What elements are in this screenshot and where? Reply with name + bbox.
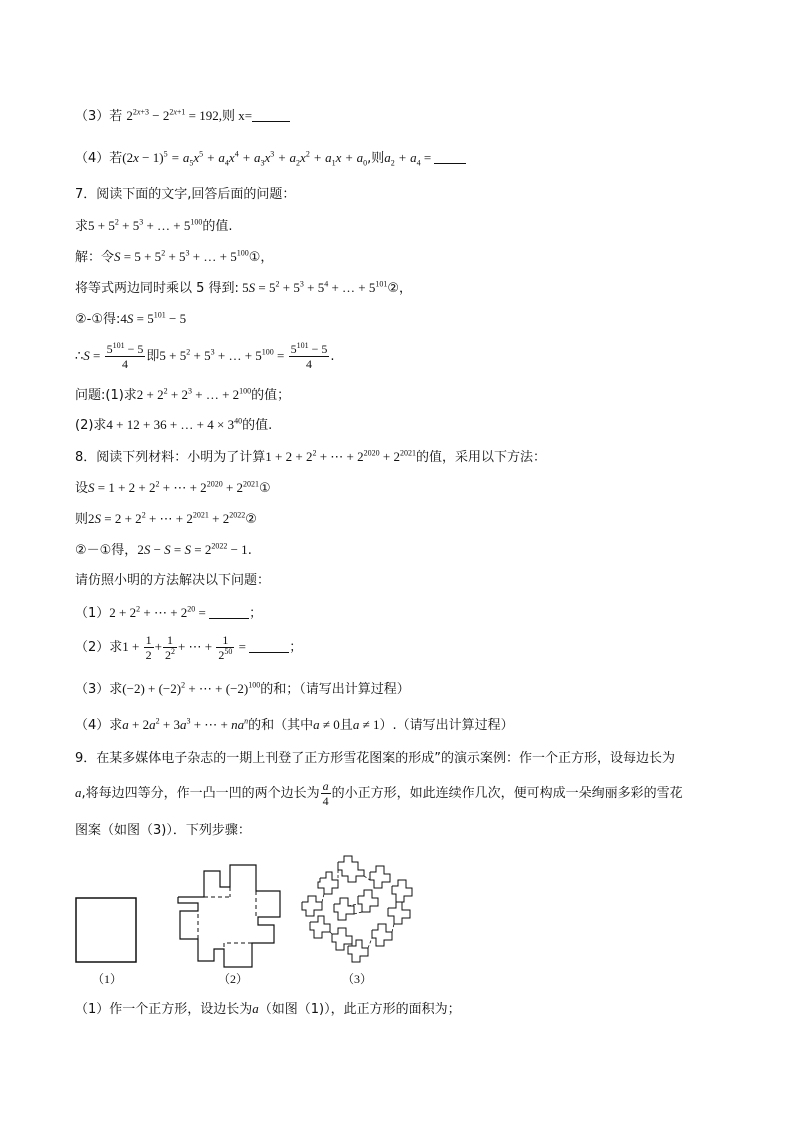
- q8-instruction: 请仿照小明的方法解决以下问题：: [75, 573, 271, 588]
- q6-part4-tail: ,则: [367, 151, 385, 166]
- answer-blank[interactable]: [209, 606, 249, 619]
- figure-2-snowflake-step: [176, 863, 282, 969]
- q8-then: 则$2S = 2 + 2^2$ + ⋯ + $2^{2021}$ + $2^{2022}②$: [75, 510, 257, 527]
- q7-question1: 问题:(1)求$2 + 2^2 + 2^3$ + … + $2^{100}$的值；: [75, 386, 291, 403]
- q8-part3: （3）求$(-2) + (-2)^2$ + ⋯ + $(-2)^{100}$的和；（请写出计算过程）: [75, 680, 410, 697]
- q8-title: 8．阅读下列材料：小明为了计算$1 + 2 + 2^2$ + ⋯ + $2^{2020} + 2^{2021}$的值，采用以下方法：: [75, 448, 546, 465]
- figure-2-caption: （2）: [218, 972, 249, 986]
- figure-1-caption: （1）: [92, 972, 123, 986]
- q6-part4: （4）若$(2x - 1)^5 = a_5x^5 + a_4x^4 + a_3x^3 + a_2x^2 + a_1x + a_0$,则$a_2 + a_4$ =: [75, 149, 466, 168]
- q9-line1: 9．在某多媒体电子杂志的一期上刊登了正方形雪花图案的形成”的演示案例：作一个正方形，设每边长为: [75, 751, 676, 766]
- q8-subtract: ②－①得，$2S - S = S = 2^{2022} - 1$.: [75, 541, 252, 558]
- figure-3-snowflake-final: [298, 852, 416, 966]
- q7-solution-let: 解：令$S = 5 + 5^2 + 5^3$ + … + $5^{100}①$，: [75, 248, 274, 265]
- q7-solution-multiply: 将等式两边同时乘以 5 得到: $5S = 5^2 + 5^3 + 5^4$ + … + $5^{101}②$，: [75, 279, 413, 296]
- q6-part3-label: （3）若: [75, 109, 123, 124]
- q6-part4-label: （4）若: [75, 151, 123, 166]
- q7-ask: 求$5 + 5^2 + 5^3$ + … + $5^{100}$的值.: [75, 217, 233, 234]
- q7-question2: (2)求4 + 12 + 36 + … + $4 \times 3^{40}$的值.: [75, 416, 273, 433]
- q8-part2: （2）求1 + $\frac{1}{2}$ + $\frac{1}{2^2}$ + ⋯ + $\frac{1}{2^{50}}$ = ；: [75, 633, 303, 662]
- q9-line2: a,将每边四等分，作一凸一凹的两个边长为 $\frac{a}{4}$ 的小正方形，如此连续作几次，便可构成一朵绚丽多彩的雪花: [75, 779, 683, 808]
- q9-line3: 图案（如图（3)）．下列步骤：: [75, 823, 251, 838]
- q9-step1: （1）作一个正方形，设边长为a（如图（1)），此正方形的面积为；: [75, 1001, 461, 1017]
- q8-part4: （4）求$a + 2a^2 + 3a^3$ + ⋯ + $na^n$的和（其中a ≠ 0且a ≠ 1）.（请写出计算过程）: [75, 716, 514, 733]
- answer-blank[interactable]: [249, 640, 289, 653]
- q7-solution-result: ∴S = $\frac{5^{101} - 5}{4}$ 即$5 + 5^2 + 5^3$ + … + $5^{100}$ = $\frac{5^{101} - 5}{4}$ .: [75, 341, 335, 371]
- q7-solution-subtract: ②-①得:4S = $5^{101} - 5$: [75, 310, 187, 327]
- answer-blank[interactable]: [252, 109, 290, 122]
- q6-part3-eq: = 192,则 x=: [185, 108, 253, 123]
- q7-title: 7．阅读下面的文字,回答后面的问题：: [75, 187, 296, 202]
- figure-3-caption: （3）: [342, 972, 373, 986]
- answer-blank[interactable]: [434, 151, 466, 164]
- figure-1-square: [75, 897, 137, 963]
- q8-part1: $(1)2 + 2^2$ + ⋯ + $2^{20}$ = ；: [75, 604, 263, 621]
- q6-part3: （3）若 $2^{2x+3} - 2^{2x+1} = 192$,则 x=: [75, 107, 290, 126]
- q8-set: 设$S = 1 + 2 + 2^2$ + ⋯ + $2^{2020}$ + $2^{2021}①$: [75, 479, 271, 496]
